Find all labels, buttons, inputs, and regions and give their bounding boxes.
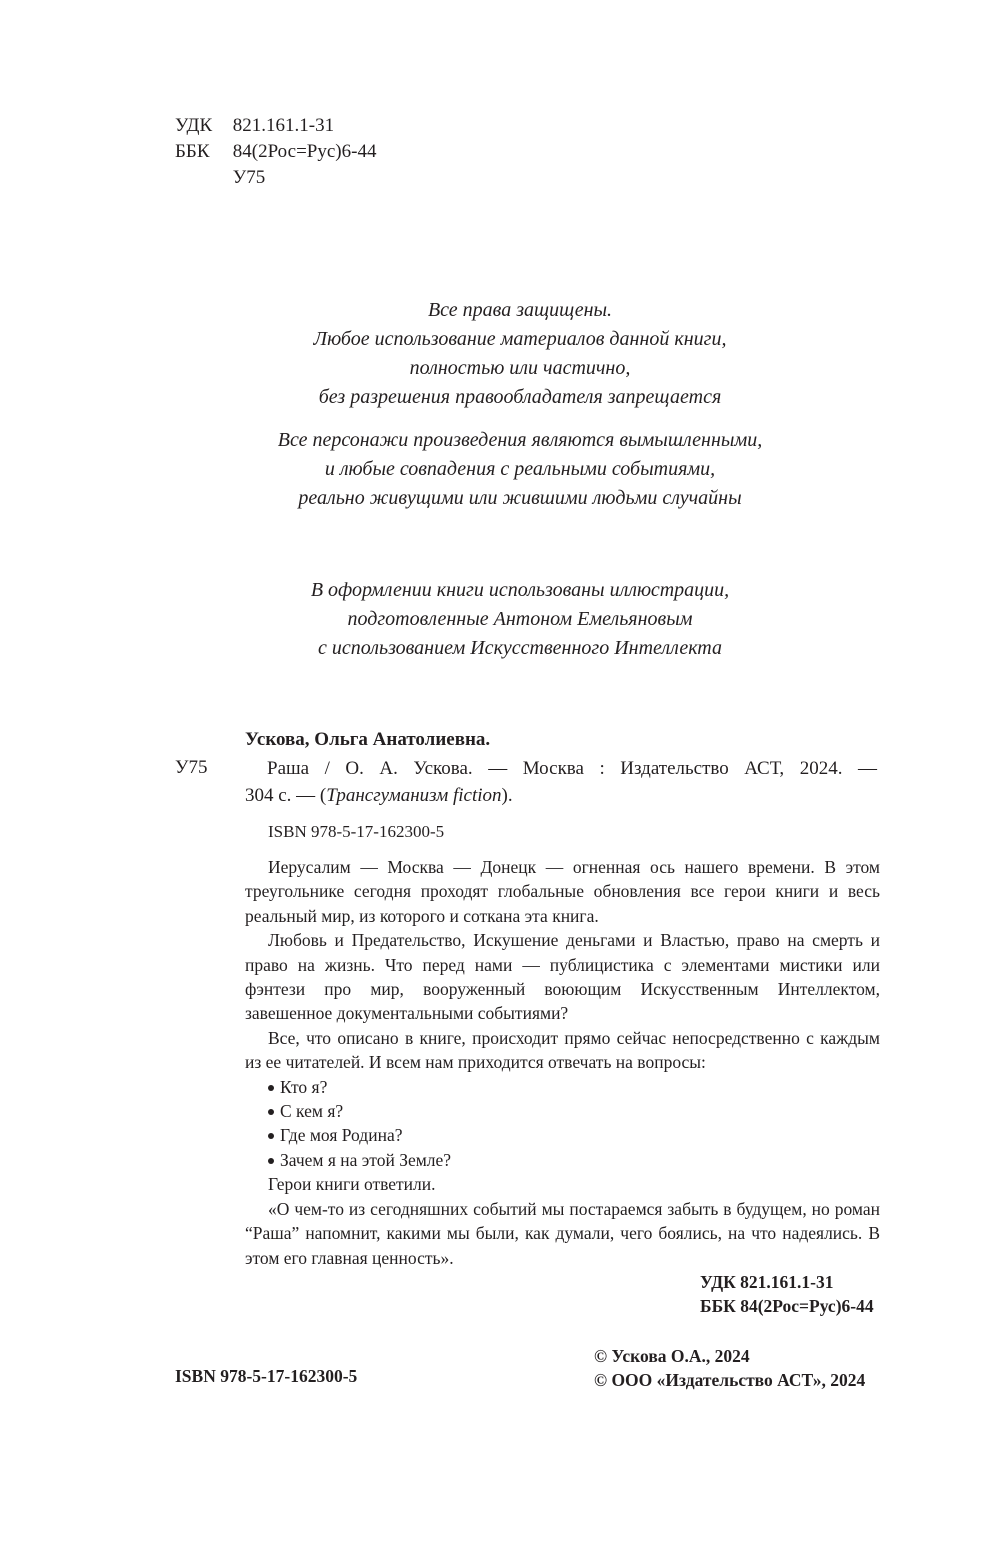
author-heading: Ускова, Ольга Анатолиевна. [245,729,491,750]
bullet-icon [268,1109,274,1115]
question-text: Зачем я на этой Земле? [280,1149,452,1170]
rights-line: Любое использование материалов данной книги, [313,328,727,350]
copyright-author: © Ускова О.А., 2024 [594,1346,750,1366]
extent-suffix: ). [501,785,513,806]
illustration-line: подготовленные Антоном Емельяновым [347,608,693,630]
question-text: Где моя Родина? [280,1125,403,1146]
fiction-disclaimer [180,426,860,513]
author-mark-margin: У75 [175,757,208,778]
author-mark: У75 [232,167,266,188]
copyright-publisher: © ООО «Издательство АСТ», 2024 [594,1370,866,1390]
isbn-record: ISBN 978-5-17-162300-5 [268,822,445,841]
bbk-label: ББК [175,141,210,162]
annotation-paragraph: Иерусалим — Москва — Донецк — огненная ось нашего времени. В этом треугольнике сегодня проходят глобальные обновления все герои книги и весь реальный мир, из которого и соткана эта книга. [245,857,880,926]
biblio-title-line: Раша / О. А. Ускова. — Москва : Издательство АСТ, 2024. — [267,758,877,779]
bbk-value: 84(2Рос=Рус)6-44 [232,141,377,162]
udk-value: 821.161.1-31 [232,115,335,136]
bbk-bottom: ББК 84(2Рос=Рус)6-44 [700,1296,874,1316]
rights-notice [180,296,860,412]
question-item [245,1075,880,1099]
answer-line: Герои книги ответили. [268,1174,436,1195]
bbk-line [175,139,376,165]
udk-label: УДК [175,115,213,136]
bullet-icon [268,1133,274,1139]
udk-line [175,113,334,139]
bullet-icon [268,1085,274,1091]
rights-line: полностью или частично, [409,357,631,379]
annotation [245,855,880,1270]
annotation-paragraph: Любовь и Предательство, Искушение деньгами и Властью, право на смерть и право на жизнь. Что перед нами — публицистика с элементами мистики или фэнтези про мир, вооруженный воюющим Искусственным Интеллектом, завешенное документальными событиями? [245,930,880,1024]
question-text: Кто я? [280,1076,328,1097]
udk-bottom: УДК 821.161.1-31 [700,1272,834,1292]
quote-paragraph: «О чем-то из сегодняшних событий мы постараемся забыть в будущем, но роман “Раша” напомнит, какими мы были, как думали, чего боялись, на что надеялись. В этом его главная ценность». [245,1198,880,1268]
extent-text: 304 с. — ( [245,785,327,806]
question-item [245,1123,880,1147]
rights-line: без разрешения правообладателя запрещается [318,386,722,408]
author-mark-line [175,165,265,191]
rights-line: Все права защищены. [427,299,613,321]
footer-isbn: ISBN 978-5-17-162300-5 [175,1366,358,1386]
biblio-extent-line [245,782,877,809]
illustration-line: с использованием Искусственного Интеллекта [318,637,722,659]
disclaimer-line: Все персонажи произведения являются вымышленными, [277,429,763,451]
question-item [245,1099,880,1123]
questions-list [245,1075,880,1173]
annotation-paragraph: Все, что описано в книге, происходит прямо сейчас непосредственно с каждым из ее читателей. И всем нам приходится отвечать на вопросы: [245,1027,880,1073]
question-item [245,1148,880,1172]
illustration-line: В оформлении книги использованы иллюстрации, [310,579,730,601]
bibliographic-description [245,755,877,809]
series-title: Трансгуманизм fiction [326,785,502,806]
disclaimer-line: и любые совпадения с реальными событиями, [324,458,716,480]
illustration-notice [180,576,860,663]
bullet-icon [268,1158,274,1164]
disclaimer-line: реально живущими или жившими людьми случайны [298,487,742,509]
question-text: С кем я? [280,1101,344,1122]
